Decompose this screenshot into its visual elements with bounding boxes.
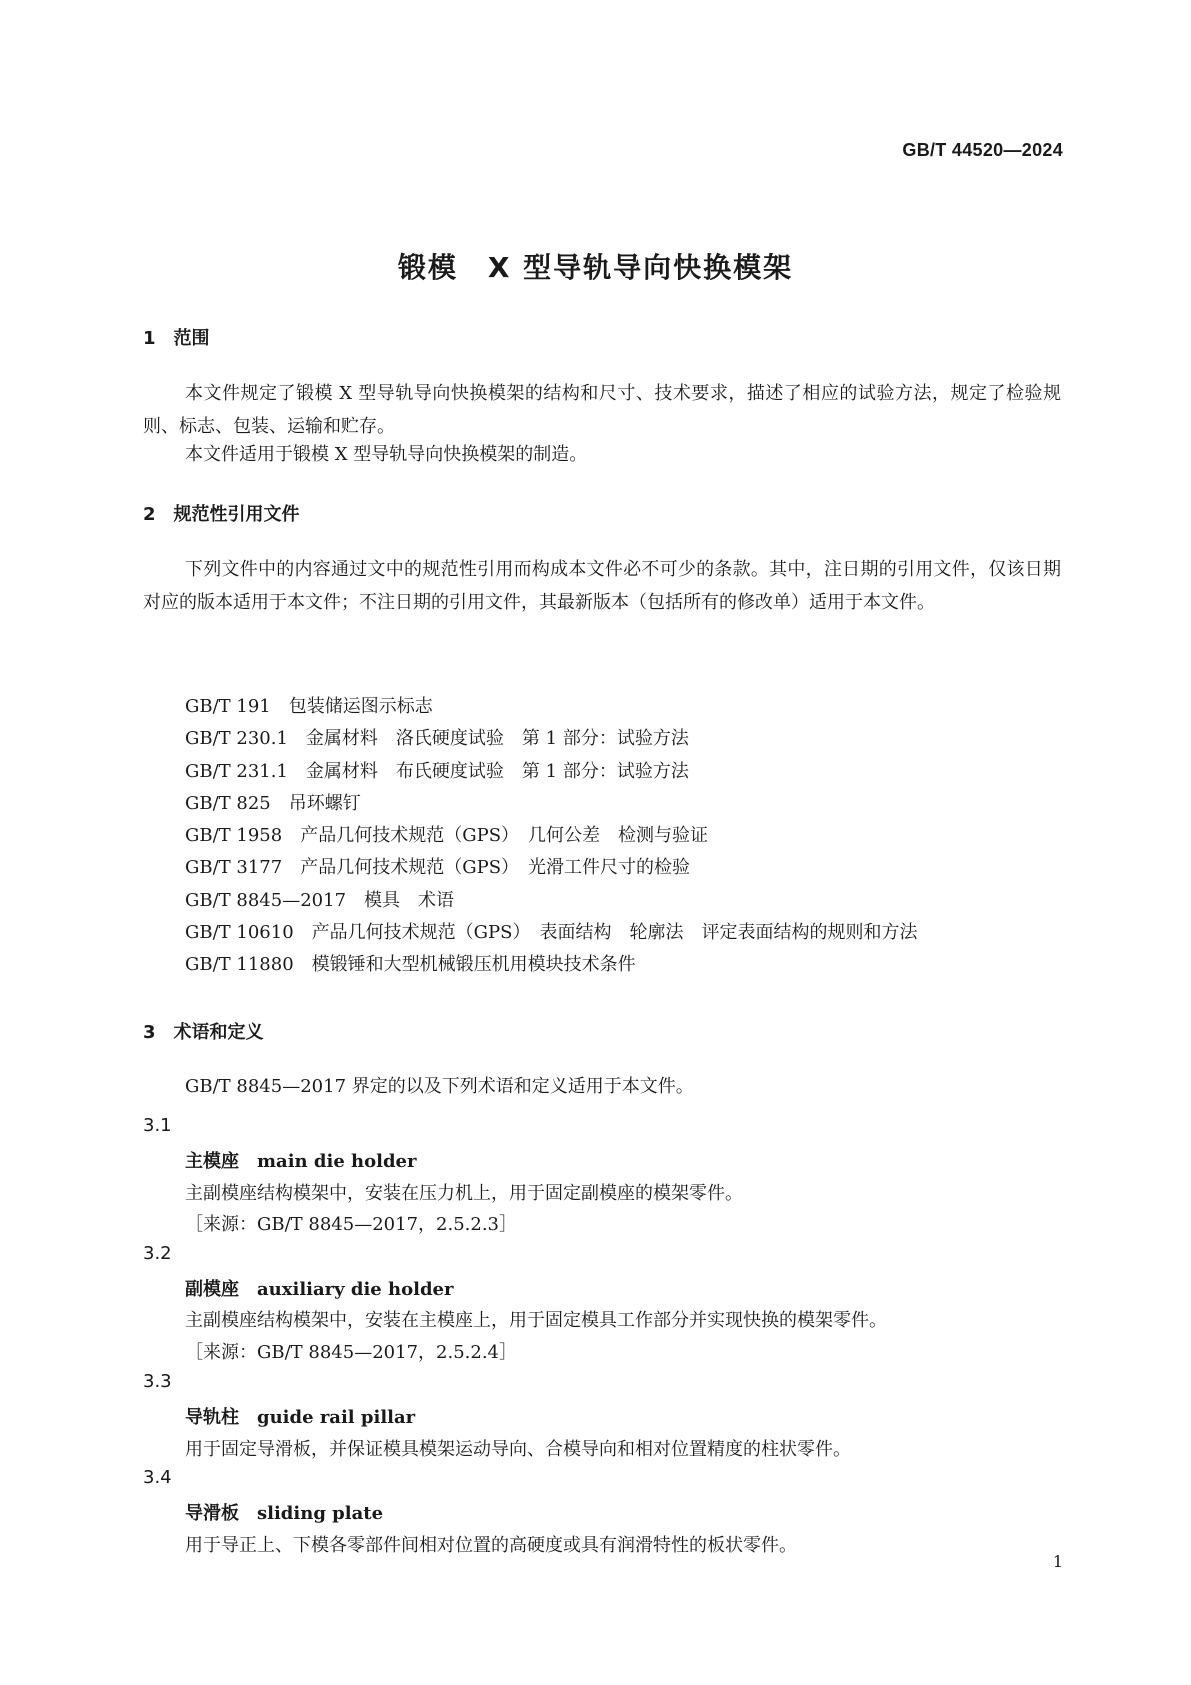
term-en: auxiliary die holder (257, 1279, 454, 1300)
reference-item: GB/T 3177 产品几何技术规范（GPS） 光滑工件尺寸的检验 (185, 857, 691, 879)
term-number: 3.4 (143, 1467, 172, 1488)
reference-item: GB/T 825 吊环螺钉 (185, 792, 361, 814)
section-2-intro-paragraph: 下列文件中的内容通过文中的规范性引用而构成本文件必不可少的条款。其中，注日期的引用文件，仅该日期对应的版本适用于本文件；不注日期的引用文件，其最新版本（包括所有的修改单）适用于本文件。 (143, 559, 1061, 613)
term-zh: 导轨柱 (185, 1407, 239, 1428)
reference-item: GB/T 231.1 金属材料 布氏硬度试验 第 1 部分：试验方法 (185, 760, 689, 782)
term-en: main die holder (257, 1151, 417, 1172)
page-number: 1 (1052, 1552, 1063, 1571)
term-source: ［来源：GB/T 8845—2017，2.5.2.4］ (185, 1342, 517, 1363)
term-source: ［来源：GB/T 8845—2017，2.5.2.3］ (185, 1214, 517, 1235)
normative-references-list (185, 691, 917, 982)
term-definition: 用于导正上、下模各零部件间相对位置的高硬度或具有润滑特性的板状零件。 (185, 1535, 797, 1556)
term-number: 3.1 (143, 1115, 172, 1136)
section-1-scope-paragraph: 本文件规定了锻模 X 型导轨导向快换模架的结构和尺寸、技术要求，描述了相应的试验方法，规定了检验规则、标志、包装、运输和贮存。 (143, 383, 1061, 437)
term-en: guide rail pillar (257, 1407, 416, 1428)
term-heading (185, 1403, 415, 1429)
reference-item: GB/T 191 包装储运图示标志 (185, 696, 433, 717)
section-3-heading: 3 术语和定义 (143, 1022, 264, 1043)
term-en: sliding plate (257, 1503, 384, 1524)
term-definition: 主副模座结构模架中，安装在压力机上，用于固定副模座的模架零件。 (185, 1183, 743, 1204)
term-heading (185, 1275, 453, 1301)
reference-item: GB/T 230.1 金属材料 洛氏硬度试验 第 1 部分：试验方法 (185, 728, 689, 750)
reference-item: GB/T 10610 产品几何技术规范（GPS） 表面结构 轮廓法 评定表面结构的规则和方法 (185, 922, 918, 944)
section-3-intro: GB/T 8845—2017 界定的以及下列术语和定义适用于本文件。 (185, 1076, 694, 1097)
standard-code: GB/T 44520—2024 (902, 140, 1063, 160)
reference-item: GB/T 11880 模锻锤和大型机械锻压机用模块技术条件 (185, 954, 636, 976)
term-number: 3.2 (143, 1243, 172, 1264)
term-zh: 副模座 (185, 1279, 239, 1300)
term-heading (185, 1147, 417, 1173)
term-definition: 用于固定导滑板，并保证模具模架运动导向、合模导向和相对位置精度的柱状零件。 (185, 1439, 851, 1460)
term-heading (185, 1499, 383, 1525)
section-1-heading: 1 范围 (143, 328, 210, 349)
term-zh: 导滑板 (185, 1503, 239, 1524)
term-number: 3.3 (143, 1371, 172, 1392)
section-2-heading: 2 规范性引用文件 (143, 504, 300, 525)
reference-item: GB/T 1958 产品几何技术规范（GPS） 几何公差 检测与验证 (185, 825, 709, 847)
reference-item: GB/T 8845—2017 模具 术语 (185, 889, 455, 911)
section-1-application-paragraph: 本文件适用于锻模 X 型导轨导向快换模架的制造。 (185, 444, 588, 465)
term-zh: 主模座 (185, 1151, 239, 1172)
document-title: 锻模 X 型导轨导向快换模架 (397, 251, 794, 284)
term-definition: 主副模座结构模架中，安装在主模座上，用于固定模具工作部分并实现快换的模架零件。 (185, 1310, 887, 1331)
